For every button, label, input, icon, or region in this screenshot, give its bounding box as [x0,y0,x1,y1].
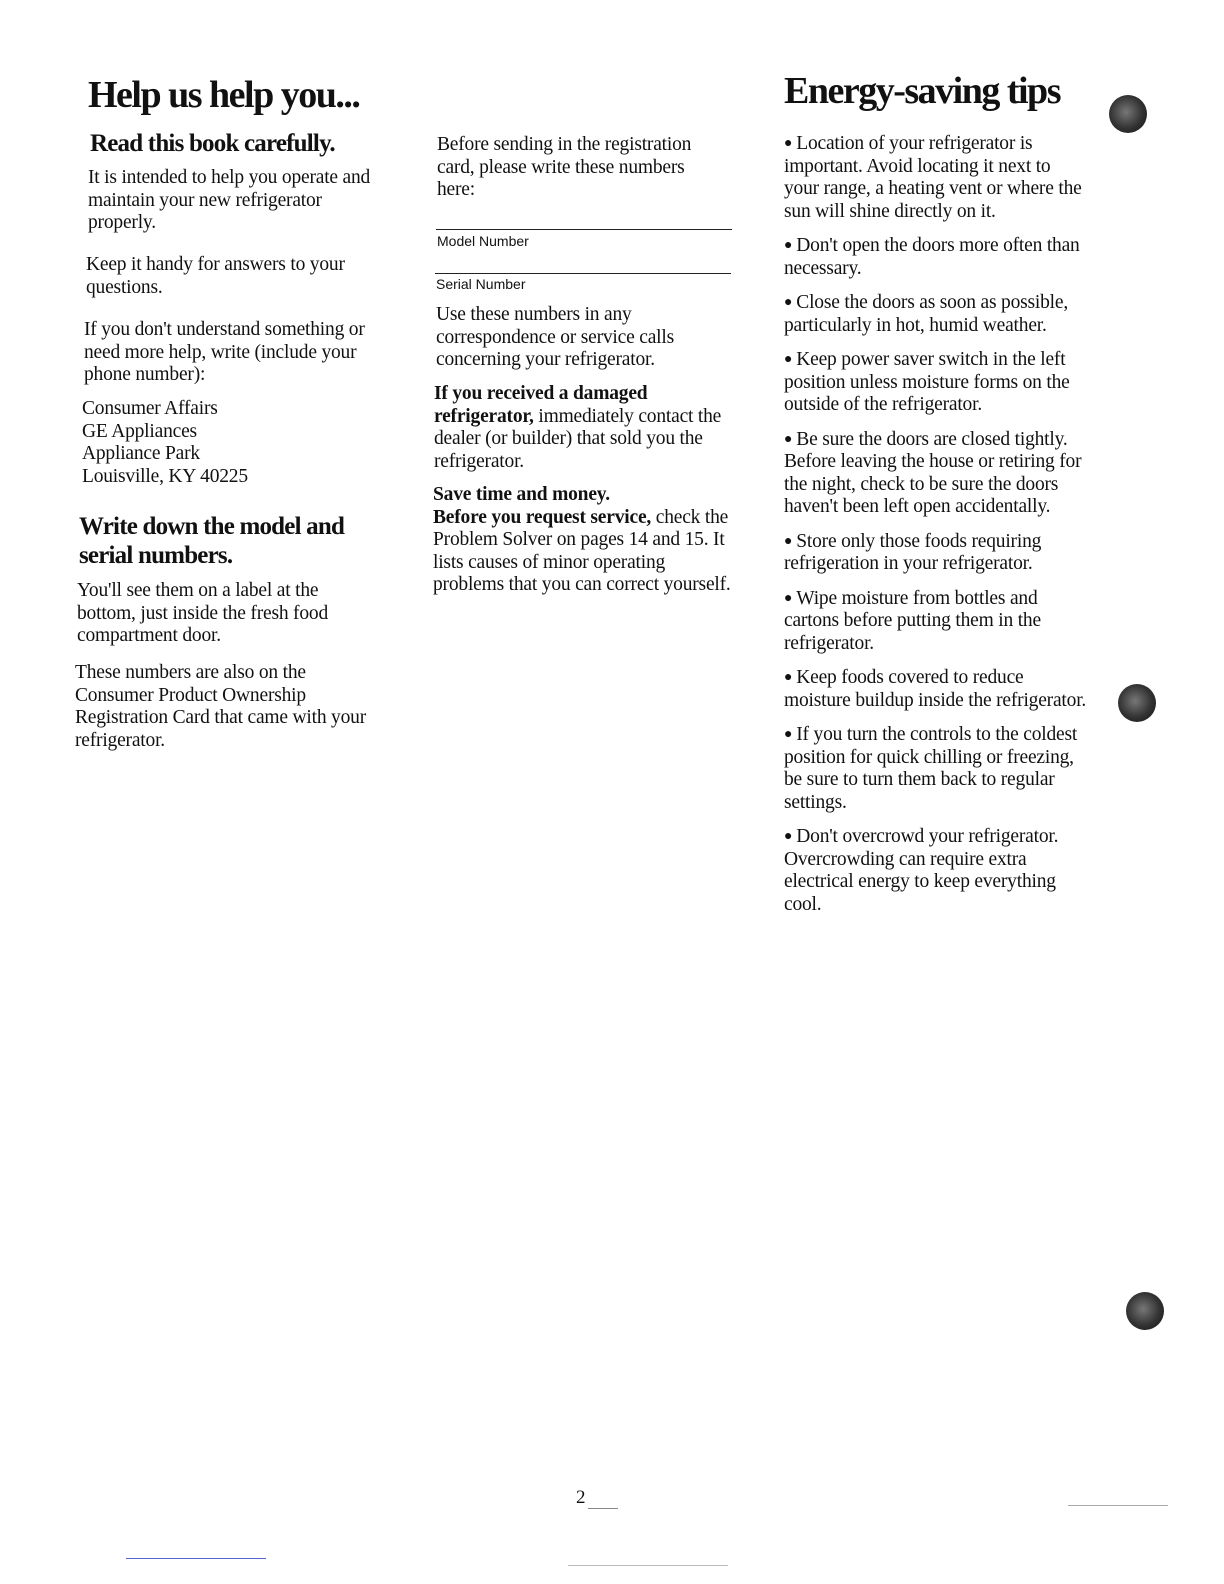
binder-hole-icon [1118,684,1156,722]
tip-item [784,133,1089,223]
problem-solver-text: check the Problem Solver on pages 14 and 15. It lists causes of minor operating problems that you can correct yourself. [433,506,731,595]
serial-number-label: Serial Number [436,276,526,292]
bullet-icon: ● [784,136,793,151]
page-title-help: Help us help you... [88,74,360,116]
page-title-energy: Energy-saving tips [784,70,1060,112]
paragraph-use-numbers: Use these numbers in any correspondence or service calls concerning your refrigerator. [436,304,674,370]
page-number: 2 [576,1487,586,1508]
paragraph-intended: It is intended to help you operate and maintain your new refrigerator properly. [88,167,371,233]
tip-item [784,292,1089,337]
heading-write-down: Write down the model and serial numbers. [79,513,345,569]
address-line: Appliance Park [82,443,200,464]
paragraph-need-help: If you don't understand something or need more help, write (include your phone number): [84,319,365,385]
bullet-icon: ● [784,829,793,844]
bullet-icon: ● [784,295,793,310]
footer-rule [588,1508,618,1509]
tip-text: Store only those foods requiring refrigeration in your refrigerator. [784,530,1042,574]
tip-text: Close the doors as soon as possible, particularly in hot, humid weather. [784,292,1069,336]
paragraph-save-time [433,484,733,597]
heading-read-book: Read this book carefully. [90,130,335,157]
bullet-icon: ● [784,670,793,685]
tip-item [784,429,1089,519]
tip-item [784,667,1089,712]
tip-item [784,588,1089,656]
bullet-icon: ● [784,238,793,253]
paragraph-keep-handy: Keep it handy for answers to your questions. [86,254,345,298]
model-number-label: Model Number [437,233,529,249]
tip-text: Wipe moisture from bottles and cartons before putting them in the refrigerator. [784,587,1041,654]
tip-text: Keep power saver switch in the left position unless moisture forms on the outside of the refrigerator. [784,349,1070,415]
address-line: Louisville, KY 40225 [82,465,248,487]
footer-rule [1068,1505,1168,1506]
tip-text: Don't open the doors more often than necessary. [784,235,1080,279]
tip-item [784,235,1089,280]
address-line: Consumer Affairs [82,398,218,419]
tip-item [784,826,1089,916]
tip-item [784,724,1089,814]
address-block [82,398,382,488]
tip-item [784,349,1089,417]
footer-rule [568,1565,728,1566]
damaged-rest-text: immediately contact the dealer (or builder) that sold you the refrigerator. [434,405,722,472]
paragraph-before-sending: Before sending in the registration card, please write these numbers here: [437,134,692,200]
paragraph-registration-card: These numbers are also on the Consumer Product Ownership Registration Card that came with your refrigerator. [75,662,366,751]
damaged-bold-text: If you received a damaged refrigerator, [434,383,648,427]
paragraph-label-location: You'll see them on a label at the bottom, just inside the fresh food compartment door. [77,580,329,646]
serial-number-line[interactable] [435,273,731,274]
bullet-icon: ● [784,431,793,447]
tip-text: Keep foods covered to reduce moisture buildup inside the refrigerator. [784,667,1087,711]
model-number-line[interactable] [436,229,732,230]
address-line: GE Appliances [82,420,197,442]
tip-item [784,531,1089,576]
tip-text: If you turn the controls to the coldest position for quick chilling or freezing, be sure to turn them back to regular settings. [784,724,1078,813]
tip-text: Don't overcrowd your refrigerator. Overcrowding can require extra electrical energy to keep everything cool. [784,826,1059,915]
binder-hole-icon [1126,1292,1164,1330]
footer-rule [126,1558,266,1559]
paragraph-damaged [434,383,734,473]
tip-text: Location of your refrigerator is important. Avoid locating it next to your range, a heating vent or where the sun will shine directly on it. [784,133,1082,222]
request-service-bold: Before you request service, [433,506,652,528]
energy-tips-list [784,133,1089,928]
binder-hole-icon [1109,95,1147,133]
bullet-icon: ● [784,590,793,606]
tip-text: Be sure the doors are closed tightly. Before leaving the house or retiring for the night, check to be sure the doors haven't been left open accidentally. [784,428,1082,517]
save-time-bold: Save time and money. [433,484,610,505]
bullet-icon: ● [784,727,793,742]
bullet-icon: ● [784,533,793,549]
bullet-icon: ● [784,352,793,367]
